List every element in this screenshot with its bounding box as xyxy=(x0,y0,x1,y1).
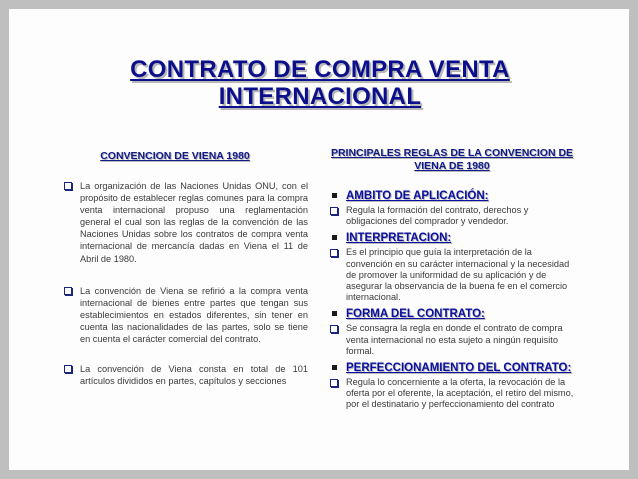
right-column xyxy=(330,189,578,411)
rule-description xyxy=(330,205,578,227)
rule-description-text: Se consagra la regla en donde el contrato de compra venta internacional no esta sujeto a ningún requisito formal. xyxy=(346,323,563,356)
checkbox-bullet-icon xyxy=(330,249,338,257)
square-bullet-icon xyxy=(332,365,337,370)
left-column-heading: CONVENCION DE VIENA 1980 xyxy=(100,150,250,162)
checkbox-bullet-icon xyxy=(64,365,72,373)
checkbox-bullet-icon xyxy=(64,182,72,190)
checkbox-bullet-icon xyxy=(330,207,338,215)
frame-right xyxy=(629,0,638,479)
rule-description xyxy=(330,247,578,303)
slide-title-line-2: INTERNACIONAL xyxy=(218,83,422,110)
rule-description-text: Regula la formación del contrato, derechos y obligaciones del comprador y vendedor. xyxy=(346,205,529,227)
square-bullet-icon xyxy=(332,193,337,198)
rule-heading-text: PERFECCIONAMIENTO DEL CONTRATO: xyxy=(346,362,572,375)
rule-heading xyxy=(330,361,578,375)
rule-description-text: Es el principio que guía la interpretación de la convención en su carácter internacional y la necesidad de promover la uniformidad de su aplicación y de asegurar la observancia de la buena fe en el comercio internacional. xyxy=(346,247,570,303)
rule-heading xyxy=(330,189,578,203)
list-item-text: La convención de Viena se refirió a la compra venta internacional de bienes entre partes que tengan sus establecimientos en estados diferentes, sin tener en cuenta las nacionalidades de las partes, solo se tiene en cuenta el carácter comercial del contrato. xyxy=(80,285,308,345)
frame-top xyxy=(0,0,638,9)
square-bullet-icon xyxy=(332,235,337,240)
rule-heading xyxy=(330,231,578,245)
checkbox-bullet-icon xyxy=(64,287,72,295)
list-item xyxy=(64,180,308,265)
list-item xyxy=(64,363,308,387)
list-item-text: La convención de Viena consta en total de 101 artículos divididos en partes, capítulos y secciones xyxy=(80,364,308,387)
rule-heading-text: INTERPRETACION: xyxy=(346,232,452,245)
square-bullet-icon xyxy=(332,311,337,316)
list-item-text: La organización de las Naciones Unidas ONU, con el propósito de establecer reglas comunes para la compra venta internacional propuso una reglamentación general el cual son las reglas de la convención de las Naciones Unidas sobre los contratos de compra venta internacional de mercancía dadas en Viena el 11 de Abril de 1980. xyxy=(80,181,308,264)
checkbox-bullet-icon xyxy=(330,325,338,333)
rule-description-text: Regula lo concerniente a la oferta, la revocación de la oferta por el oferente, la aceptación, el retiro del mismo, por el destinatario y perfeccionamiento del contrato xyxy=(346,377,574,410)
slide-title xyxy=(70,56,570,110)
rule-heading-text: FORMA DEL CONTRATO: xyxy=(346,308,485,321)
right-column-heading: PRINCIPALES REGLAS DE LA CONVENCION DE VIENA DE 1980 xyxy=(330,147,574,172)
rule-description xyxy=(330,377,578,411)
frame-bottom xyxy=(0,470,638,479)
left-column xyxy=(64,180,308,387)
rule-heading xyxy=(330,307,578,321)
rule-description xyxy=(330,323,578,357)
rule-heading-text: AMBITO DE APLICACIÓN: xyxy=(346,190,489,202)
list-item xyxy=(64,285,308,345)
frame-left xyxy=(0,0,9,479)
checkbox-bullet-icon xyxy=(330,379,338,387)
slide-title-line-1: CONTRATO DE COMPRA VENTA xyxy=(130,56,510,83)
